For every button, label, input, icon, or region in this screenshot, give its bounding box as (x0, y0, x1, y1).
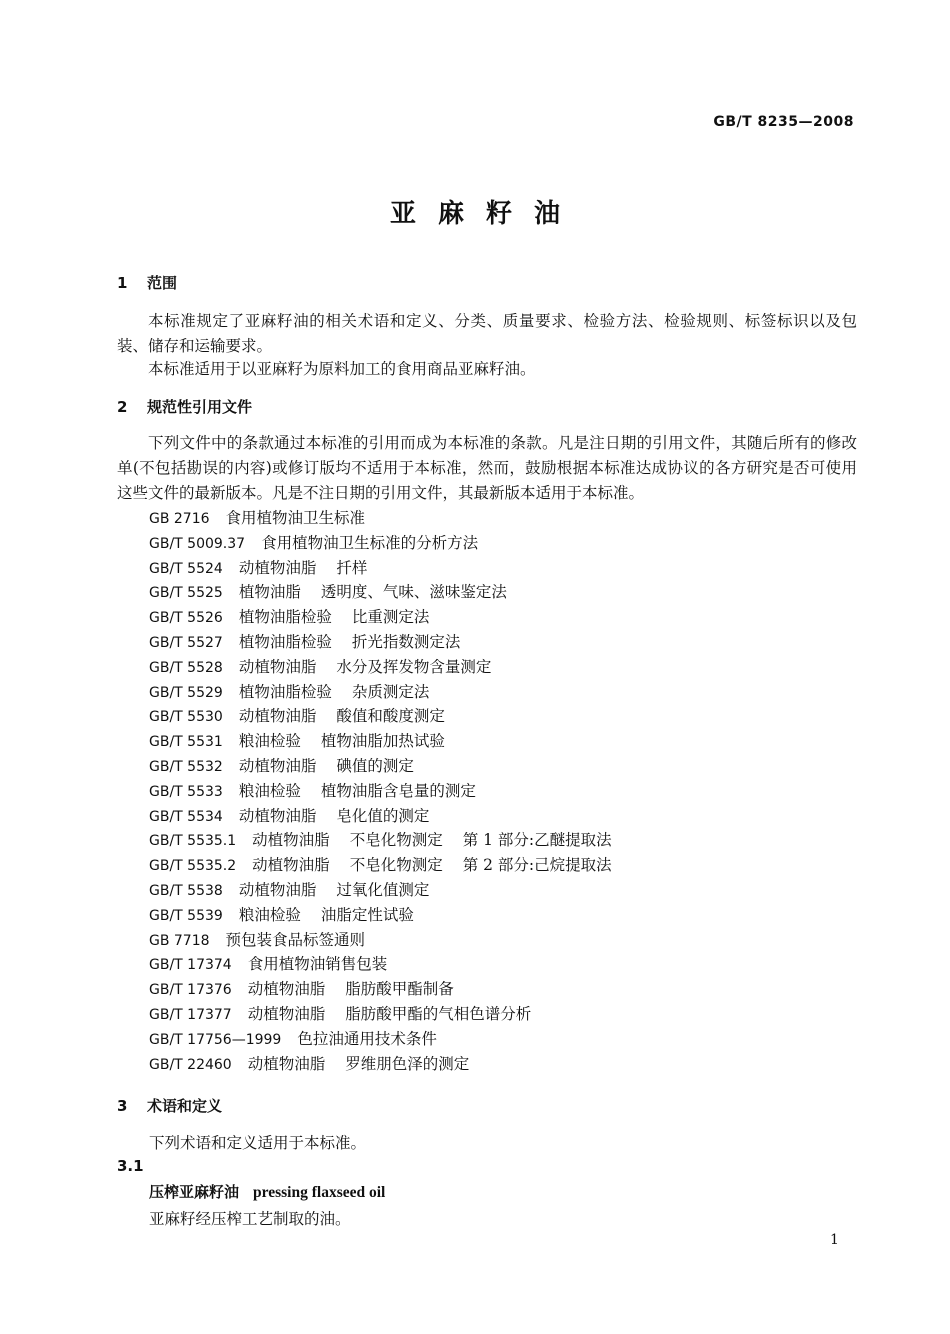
reference-item (149, 655, 632, 680)
reference-item (149, 977, 632, 1002)
reference-item (149, 580, 632, 605)
reference-title: 植物油脂检验 (238, 608, 332, 627)
section-1-paragraph-2: 本标准适用于以亚麻籽为原料加工的食用商品亚麻籽油。 (148, 360, 536, 378)
standard-code: GB/T 8235—2008 (713, 114, 854, 130)
reference-item (149, 754, 632, 779)
reference-title: 食用植物油销售包装 (247, 955, 388, 974)
reference-title: 动植物油脂 (238, 756, 317, 775)
reference-item (149, 804, 632, 829)
reference-code: GB/T 5528 (149, 659, 223, 676)
term-chinese: 压榨亚麻籽油 (149, 1183, 240, 1201)
section-3-intro: 下列术语和定义适用于本标准。 (149, 1134, 367, 1152)
reference-subtitle: 水分及挥发物含量测定 (336, 657, 492, 676)
reference-code: GB/T 5529 (149, 684, 223, 701)
reference-subtitle: 油脂定性试验 (320, 905, 414, 924)
reference-subtitle: 酸值和酸度测定 (336, 707, 445, 726)
section-2-intro: 下列文件中的条款通过本标准的引用而成为本标准的条款。凡是注日期的引用文件，其随后所有的修改单(不包括勘误的内容)或修订版均不适用于本标准，然而，鼓励根据本标准达成协议的各方研究是否可使用这些文件的最新版本。凡是不注日期的引用文件，其最新版本适用于本标准。 (117, 434, 857, 502)
reference-code: GB/T 5538 (149, 882, 223, 899)
reference-title: 粮油检验 (238, 905, 301, 924)
reference-code: GB/T 5527 (149, 634, 223, 651)
reference-item (149, 506, 632, 531)
reference-title: 粮油检验 (238, 732, 301, 751)
reference-code: GB/T 5526 (149, 610, 223, 627)
reference-subtitle: 过氧化值测定 (336, 880, 430, 899)
section-2-heading (117, 396, 252, 417)
section-number: 3 (117, 1097, 128, 1115)
reference-title: 植物油脂检验 (238, 632, 332, 651)
reference-code: GB/T 5539 (149, 907, 223, 924)
reference-code: GB/T 5530 (149, 709, 223, 726)
reference-item (149, 853, 632, 878)
reference-code: GB/T 5532 (149, 758, 223, 775)
reference-code: GB/T 5531 (149, 734, 223, 751)
reference-code: GB/T 5535.2 (149, 858, 237, 875)
section-title: 术语和定义 (147, 1097, 223, 1115)
reference-item (149, 828, 632, 853)
reference-subtitle: 罗维朋色泽的测定 (345, 1054, 470, 1073)
reference-item (149, 630, 632, 655)
document-title: 亚麻籽油 (389, 199, 582, 229)
reference-title: 植物油脂检验 (238, 682, 332, 701)
section-number: 2 (117, 398, 128, 416)
reference-title: 动植物油脂 (247, 1004, 326, 1023)
reference-part: 第 1 部分:乙醚提取法 (462, 831, 612, 850)
reference-code: GB/T 5524 (149, 560, 223, 577)
reference-subtitle: 碘值的测定 (336, 756, 414, 775)
section-title: 范围 (147, 274, 178, 292)
reference-item (149, 729, 632, 754)
term-definition: 亚麻籽经压榨工艺制取的油。 (149, 1210, 351, 1228)
reference-item (149, 680, 632, 705)
reference-title: 色拉油通用技术条件 (297, 1029, 437, 1048)
reference-subtitle: 不皂化物测定 (349, 856, 443, 875)
reference-code: GB/T 22460 (149, 1056, 232, 1073)
section-3-heading (117, 1095, 222, 1116)
term-english: pressing flaxseed oil (253, 1184, 386, 1201)
reference-subtitle: 植物油脂加热试验 (320, 732, 445, 751)
reference-title: 动植物油脂 (238, 657, 317, 676)
reference-subtitle: 皂化值的测定 (336, 806, 430, 825)
reference-item (149, 531, 632, 556)
reference-code: GB/T 17376 (149, 982, 232, 999)
reference-subtitle: 不皂化物测定 (349, 831, 443, 850)
reference-title: 动植物油脂 (252, 831, 330, 850)
reference-item (149, 1002, 632, 1027)
term-entry (149, 1181, 385, 1202)
reference-item (149, 556, 632, 581)
reference-item (149, 903, 632, 928)
reference-item (149, 779, 632, 804)
reference-subtitle: 脂肪酸甲酯制备 (345, 980, 454, 999)
reference-item (149, 1052, 632, 1077)
section-number: 1 (117, 274, 128, 292)
reference-list (149, 506, 632, 1076)
reference-title: 动植物油脂 (238, 707, 317, 726)
section-title: 规范性引用文件 (147, 398, 253, 416)
reference-item (149, 952, 632, 977)
reference-subtitle: 杂质测定法 (351, 682, 430, 701)
reference-subtitle: 折光指数测定法 (351, 632, 461, 651)
reference-item (149, 1027, 632, 1052)
reference-title: 动植物油脂 (238, 880, 317, 899)
reference-subtitle: 透明度、气味、滋味鉴定法 (320, 583, 507, 602)
reference-title: 食用植物油卫生标准的分析方法 (261, 533, 479, 552)
reference-code: GB/T 5525 (149, 585, 223, 602)
reference-title: 动植物油脂 (238, 806, 317, 825)
reference-subtitle: 比重测定法 (351, 608, 430, 627)
reference-title: 动植物油脂 (238, 558, 317, 577)
reference-code: GB/T 5533 (149, 783, 223, 800)
reference-title: 动植物油脂 (247, 980, 326, 999)
reference-item (149, 605, 632, 630)
clause-number: 3.1 (117, 1157, 144, 1175)
reference-title: 预包装食品标签通则 (225, 930, 366, 949)
reference-item (149, 928, 632, 953)
section-1-paragraph-1: 本标准规定了亚麻籽油的相关术语和定义、分类、质量要求、检验方法、检验规则、标签标识以及包装、储存和运输要求。 (117, 312, 857, 355)
reference-subtitle: 植物油脂含皂量的测定 (320, 781, 476, 800)
reference-part: 第 2 部分:己烷提取法 (462, 856, 612, 875)
reference-code: GB/T 17377 (149, 1006, 232, 1023)
reference-item (149, 704, 632, 729)
reference-code: GB/T 5535.1 (149, 833, 237, 850)
reference-title: 食用植物油卫生标准 (225, 509, 366, 527)
reference-code: GB 2716 (149, 511, 210, 527)
reference-subtitle: 脂肪酸甲酯的气相色谱分析 (345, 1004, 532, 1023)
reference-title: 动植物油脂 (247, 1054, 326, 1073)
page-number: 1 (830, 1232, 839, 1248)
reference-code: GB/T 17756—1999 (149, 1031, 282, 1048)
reference-code: GB 7718 (149, 932, 210, 949)
reference-title: 动植物油脂 (252, 856, 330, 875)
reference-code: GB/T 5009.37 (149, 535, 246, 552)
section-1-heading (117, 272, 177, 293)
reference-item (149, 878, 632, 903)
reference-title: 植物油脂 (238, 583, 301, 602)
reference-subtitle: 扦样 (336, 558, 368, 577)
reference-code: GB/T 5534 (149, 808, 223, 825)
reference-title: 粮油检验 (238, 781, 301, 800)
reference-code: GB/T 17374 (149, 957, 232, 974)
